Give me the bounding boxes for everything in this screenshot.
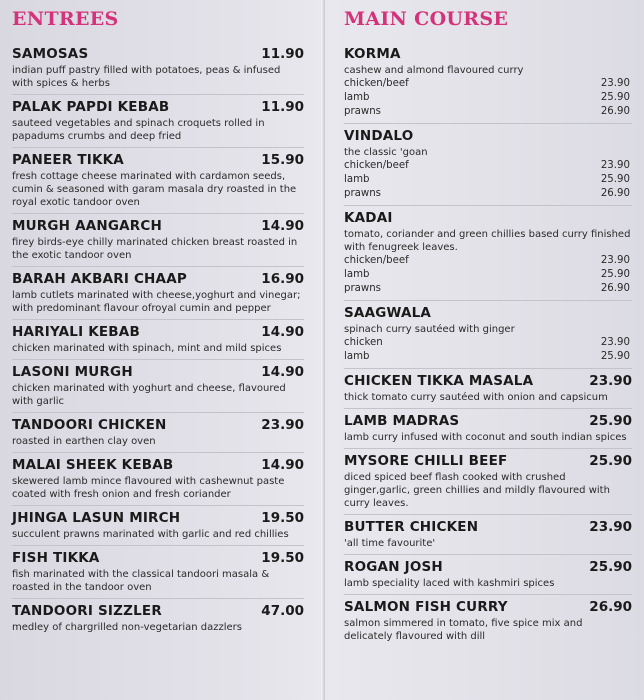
item-description: 'all time favourite' <box>344 538 436 549</box>
variant-label: chicken/beef <box>344 78 409 89</box>
menu-item-jhinga-lasun-mirch <box>12 506 304 546</box>
variant-label: lamb <box>344 269 370 280</box>
item-description: skewered lamb mince flavoured with cashewnut paste coated with fresh onion and fresh coriander <box>12 476 285 500</box>
column-divider <box>321 0 325 700</box>
item-description: thick tomato curry sautéed with onion and capsicum <box>344 392 608 403</box>
menu-item-kadai <box>344 206 632 301</box>
variant-row <box>344 173 632 187</box>
item-name: PANEER TIKKA <box>12 152 124 168</box>
menu-item-chicken-tikka-masala <box>344 369 632 409</box>
item-price: 14.90 <box>261 364 304 380</box>
item-description: indian puff pastry filled with potatoes, peas & infused with spices & herbs <box>12 65 281 89</box>
variant-price: 26.90 <box>600 106 630 117</box>
item-description: roasted in earthen clay oven <box>12 436 156 447</box>
item-price: 23.90 <box>261 417 304 433</box>
menu-item-tandoori-sizzler <box>12 599 304 638</box>
variant-price: 25.90 <box>600 92 630 103</box>
item-name: SALMON FISH CURRY <box>344 599 508 615</box>
item-price: 14.90 <box>261 457 304 473</box>
menu-item-saagwala <box>344 301 632 369</box>
variant-price: 26.90 <box>600 283 630 294</box>
item-name: MYSORE CHILLI BEEF <box>344 453 508 469</box>
variant-price: 23.90 <box>600 255 630 266</box>
variant-label: prawns <box>344 188 381 199</box>
item-price: 14.90 <box>261 324 304 340</box>
item-price: 26.90 <box>589 599 632 615</box>
menu-item-fish-tikka <box>12 546 304 599</box>
item-description: fish marinated with the classical tandoori masala & roasted in the tandoor oven <box>12 569 270 593</box>
item-description: cashew and almond flavoured curry <box>344 65 524 76</box>
variant-label: prawns <box>344 283 381 294</box>
item-name: BUTTER CHICKEN <box>344 519 479 535</box>
variant-price: 23.90 <box>600 337 630 348</box>
item-price: 25.90 <box>589 559 632 575</box>
menu-item-samosas <box>12 42 304 95</box>
variant-row <box>344 336 632 350</box>
variant-price: 23.90 <box>600 78 630 89</box>
item-price: 19.50 <box>261 510 304 526</box>
variant-price: 25.90 <box>600 351 630 362</box>
menu-item-malai-sheek-kebab <box>12 453 304 506</box>
variant-row <box>344 282 632 296</box>
menu-item-korma <box>344 42 632 124</box>
variant-label: prawns <box>344 106 381 117</box>
variant-row <box>344 77 632 91</box>
item-price: 25.90 <box>589 453 632 469</box>
item-name: KADAI <box>344 210 393 226</box>
item-description: fresh cottage cheese marinated with cardamon seeds, cumin & seasoned with garam masala dry roasted in the royal exotic tandoor oven <box>12 171 297 208</box>
variant-row <box>344 105 632 119</box>
item-name: JHINGA LASUN MIRCH <box>12 510 181 526</box>
item-name: SAAGWALA <box>344 305 432 321</box>
item-description: lamb cutlets marinated with cheese,yoghurt and vinegar; with predominant flavour ofroyal cumin and pepper <box>12 290 301 314</box>
item-price: 23.90 <box>589 519 632 535</box>
item-name: LASONI MURGH <box>12 364 133 380</box>
item-price: 11.90 <box>261 46 304 62</box>
item-name: SAMOSAS <box>12 46 89 62</box>
item-name: TANDOORI SIZZLER <box>12 603 162 619</box>
entrees-heading: ENTREES <box>12 8 119 30</box>
variant-row <box>344 187 632 201</box>
item-description: sauteed vegetables and spinach croquets rolled in papadums crumbs and deep fried <box>12 118 265 142</box>
item-description: firey birds-eye chilly marinated chicken breast roasted in the exotic tandoor oven <box>12 237 298 261</box>
item-price: 47.00 <box>261 603 304 619</box>
item-description: salmon simmered in tomato, five spice mix and delicately flavoured with dill <box>344 618 583 642</box>
item-description: medley of chargrilled non-vegetarian dazzlers <box>12 622 242 633</box>
item-name: BARAH AKBARI CHAAP <box>12 271 187 287</box>
item-name: HARIYALI KEBAB <box>12 324 140 340</box>
menu-item-butter-chicken <box>344 515 632 555</box>
item-price: 23.90 <box>589 373 632 389</box>
item-name: FISH TIKKA <box>12 550 100 566</box>
menu-item-murgh-aangarch <box>12 214 304 267</box>
variant-row <box>344 159 632 173</box>
item-name: CHICKEN TIKKA MASALA <box>344 373 534 389</box>
variant-label: lamb <box>344 351 370 362</box>
menu-item-lasoni-murgh <box>12 360 304 413</box>
main-course-heading: MAIN COURSE <box>344 8 509 30</box>
variant-price: 25.90 <box>600 269 630 280</box>
item-name: MURGH AANGARCH <box>12 218 162 234</box>
menu-item-salmon-fish-curry <box>344 595 632 647</box>
item-price: 25.90 <box>589 413 632 429</box>
menu-item-rogan-josh <box>344 555 632 595</box>
item-price: 14.90 <box>261 218 304 234</box>
variant-row <box>344 350 632 364</box>
variant-row <box>344 254 632 268</box>
variant-price: 23.90 <box>600 160 630 171</box>
main-course-column <box>344 0 632 647</box>
menu-item-hariyali-kebab <box>12 320 304 360</box>
menu-item-barah-akbari-chaap <box>12 267 304 320</box>
item-description: diced spiced beef flash cooked with crushed ginger,garlic, green chillies and mildly flavoured with curry leaves. <box>344 472 610 509</box>
item-description: spinach curry sautéed with ginger <box>344 324 515 335</box>
item-name: TANDOORI CHICKEN <box>12 417 167 433</box>
variant-row <box>344 91 632 105</box>
variant-price: 25.90 <box>600 174 630 185</box>
item-name: VINDALO <box>344 128 414 144</box>
item-price: 19.50 <box>261 550 304 566</box>
item-description: the classic 'goan <box>344 147 428 158</box>
item-description: chicken marinated with yoghurt and cheese, flavoured with garlic <box>12 383 286 407</box>
item-name: LAMB MADRAS <box>344 413 460 429</box>
item-name: MALAI SHEEK KEBAB <box>12 457 174 473</box>
menu-item-tandoori-chicken <box>12 413 304 453</box>
item-price: 16.90 <box>261 271 304 287</box>
menu-item-vindalo <box>344 124 632 206</box>
item-price: 11.90 <box>261 99 304 115</box>
item-name: PALAK PAPDI KEBAB <box>12 99 170 115</box>
variant-label: lamb <box>344 174 370 185</box>
menu-item-mysore-chilli-beef <box>344 449 632 515</box>
menu-item-palak-papdi-kebab <box>12 95 304 148</box>
item-description: lamb speciality laced with kashmiri spices <box>344 578 555 589</box>
variant-label: chicken <box>344 337 383 348</box>
variant-row <box>344 268 632 282</box>
item-description: succulent prawns marinated with garlic and red chillies <box>12 529 289 540</box>
item-description: lamb curry infused with coconut and south indian spices <box>344 432 627 443</box>
variant-price: 26.90 <box>600 188 630 199</box>
variant-label: chicken/beef <box>344 160 409 171</box>
variant-label: chicken/beef <box>344 255 409 266</box>
item-name: ROGAN JOSH <box>344 559 443 575</box>
item-description: chicken marinated with spinach, mint and mild spices <box>12 343 282 354</box>
item-price: 15.90 <box>261 152 304 168</box>
variant-label: lamb <box>344 92 370 103</box>
menu-item-paneer-tikka <box>12 148 304 214</box>
item-description: tomato, coriander and green chillies based curry finished with fenugreek leaves. <box>344 229 631 253</box>
item-name: KORMA <box>344 46 401 62</box>
entrees-column <box>12 0 304 638</box>
menu-item-lamb-madras <box>344 409 632 449</box>
